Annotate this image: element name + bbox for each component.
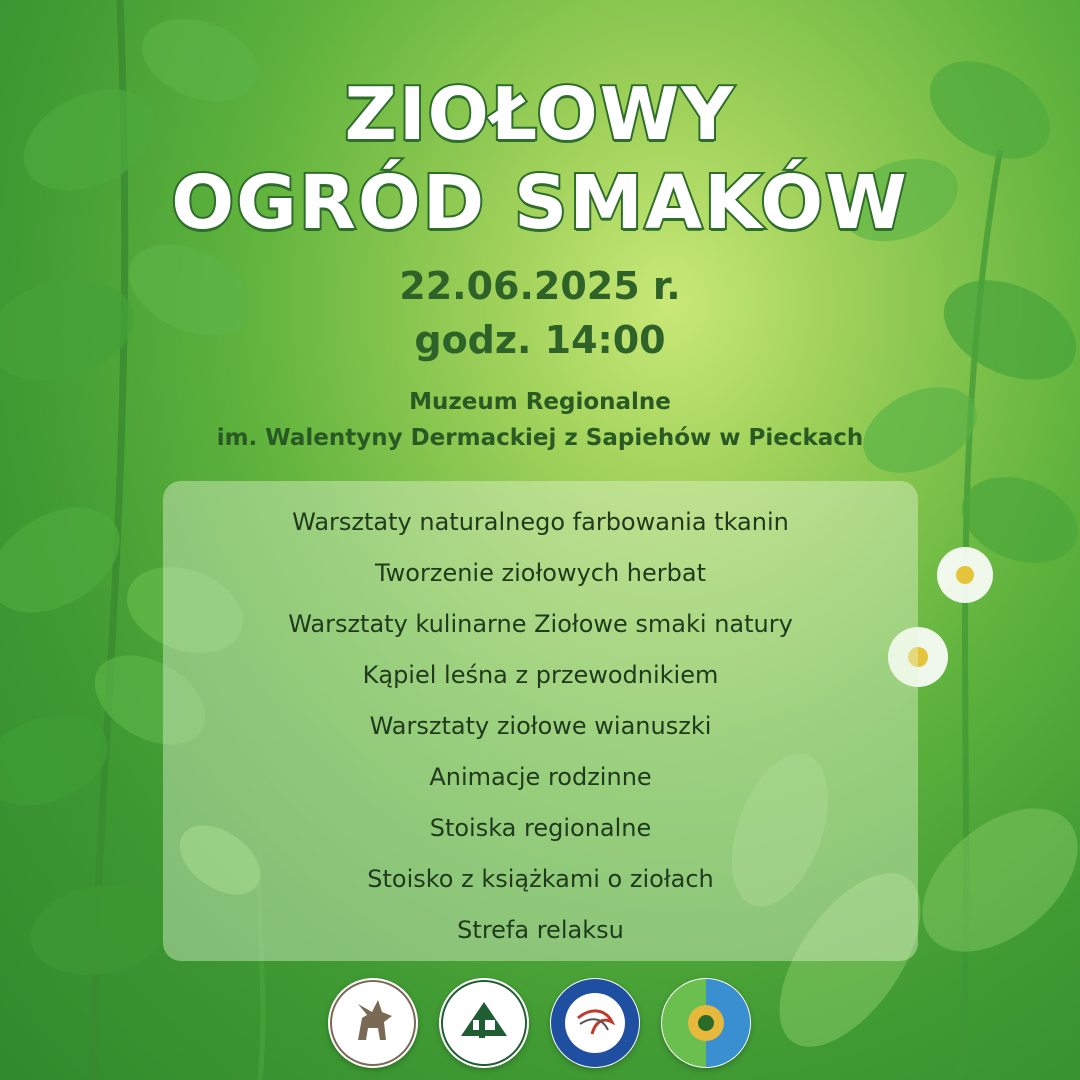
mazurski-park-krajobrazowy-logo (550, 978, 640, 1068)
lasy-panstwowe-logo (439, 978, 529, 1068)
activity-item: Warsztaty kulinarne Ziołowe smaki natury (288, 610, 793, 638)
event-time: godz. 14:00 (414, 318, 666, 362)
activities-list (163, 497, 918, 956)
activity-item: Warsztaty ziołowe wianuszki (369, 712, 712, 740)
activity-item: Strefa relaksu (457, 916, 624, 944)
daisy-flower-icon (937, 547, 993, 603)
activity-item: Animacje rodzinne (429, 763, 652, 791)
event-date: 22.06.2025 r. (399, 264, 681, 308)
activity-item: Warsztaty naturalnego farbowania tkanin (292, 508, 789, 536)
activity-item: Tworzenie ziołowych herbat (374, 559, 707, 587)
event-title-line1: ZIOŁOWY (344, 72, 736, 156)
activity-item: Stoisko z książkami o ziołach (367, 865, 714, 893)
gminny-osrodek-kultury-logo (328, 978, 418, 1068)
warming-logo (661, 978, 751, 1068)
activity-item: Stoiska regionalne (429, 814, 652, 842)
venue-subtitle: im. Walentyny Dermackiej z Sapiehów w Pieckach (216, 425, 864, 451)
venue-name: Muzeum Regionalne (409, 389, 671, 415)
activity-item: Kąpiel leśna z przewodnikiem (362, 661, 719, 689)
event-title-line2: OGRÓD SMAKÓW (171, 160, 909, 246)
